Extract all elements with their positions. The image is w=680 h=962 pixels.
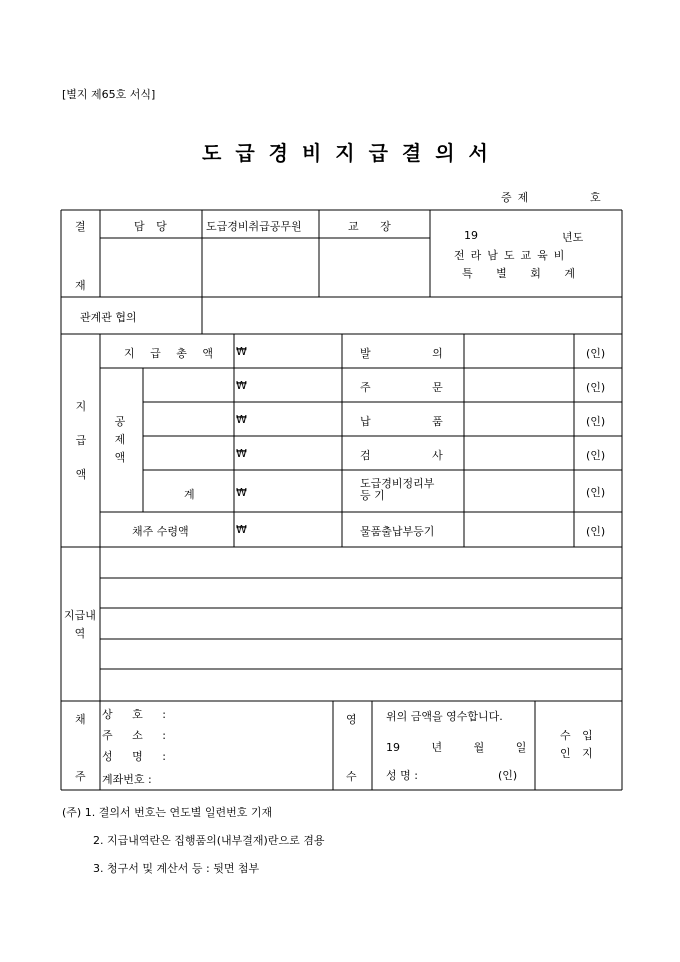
approval-side-label-top: 결 (75, 220, 86, 233)
document-number-suffix: 호 (590, 191, 601, 204)
details-line-5[interactable] (101, 670, 621, 700)
account-name-line2: 특 별 회 계 (462, 267, 575, 280)
creditor-field-name[interactable]: 성 명 : (102, 750, 166, 763)
receipt-side-label-top: 영 (346, 713, 357, 726)
receipt-name[interactable]: 성 명 : (386, 769, 418, 782)
form-reference: [별지 제65호 서식] (62, 88, 156, 101)
page-title: 도급경비지급결의서 (202, 141, 502, 165)
step-inspection: 검 사 (360, 449, 443, 462)
seal-ledger-entry[interactable]: (인) (586, 486, 606, 499)
creditor-field-address[interactable]: 주 소 : (102, 729, 166, 742)
details-line-2[interactable] (101, 579, 621, 607)
document-number-label: 증제 (501, 191, 535, 204)
approval-col-officer: 도급경비취급공무원 (206, 220, 302, 233)
deduction-1-won[interactable]: ₩ (236, 379, 247, 392)
revenue-stamp-label: 수 입 인 지 (560, 729, 593, 760)
receipt-date[interactable]: 19 년 월 일 (386, 741, 527, 754)
deduction-label-1: 공 (114, 415, 126, 428)
approval-signature-cell[interactable] (101, 239, 201, 296)
creditor-field-account[interactable]: 계좌번호 : (102, 773, 152, 786)
deduction-subtotal-label: 계 (184, 488, 195, 501)
deduction-label-3: 액 (114, 451, 126, 464)
seal-inspection[interactable]: (인) (586, 449, 606, 462)
deduction-3-won[interactable]: ₩ (236, 447, 247, 460)
step-delivery: 납 품 (360, 415, 443, 428)
note-3: 3. 청구서 및 계산서 등 : 뒷면 첨부 (93, 862, 260, 875)
total-amount-won[interactable]: ₩ (236, 345, 247, 358)
fiscal-year-suffix: 년도 (562, 231, 584, 244)
step-goods-ledger: 물품출납부등기 (360, 525, 435, 538)
step-ledger-entry: 도급경비정리부 등 기 (360, 477, 435, 502)
net-amount-won[interactable]: ₩ (236, 523, 247, 536)
details-line-4[interactable] (101, 640, 621, 668)
approval-col-staff: 담 당 (134, 220, 171, 233)
consultation-field[interactable] (203, 298, 621, 333)
seal-delivery[interactable]: (인) (586, 415, 606, 428)
fiscal-year-prefix: 19 (464, 229, 478, 242)
approval-side-label-bottom: 재 (75, 279, 86, 292)
deduction-2-won[interactable]: ₩ (236, 413, 247, 426)
deduction-subtotal-won[interactable]: ₩ (236, 486, 247, 499)
receipt-seal[interactable]: (인) (498, 769, 518, 782)
approval-col-principal: 교 장 (348, 220, 391, 233)
seal-order[interactable]: (인) (586, 381, 606, 394)
receipt-side-label-bottom: 수 (346, 770, 357, 783)
officer-signature-cell[interactable] (203, 239, 318, 296)
details-line-1[interactable] (101, 548, 621, 577)
seal-goods-ledger[interactable]: (인) (586, 525, 606, 538)
creditor-field-company[interactable]: 상 호 : (102, 708, 166, 721)
details-label: 지급내역 (64, 609, 96, 640)
deduction-label-2: 제 (114, 433, 126, 446)
total-payment-label: 지 급 총 액 (124, 347, 219, 360)
payment-side-label-1: 지 (75, 400, 87, 413)
note-2: 2. 지급내역란은 집행품의(내부결재)란으로 겸용 (93, 834, 325, 847)
seal-proposal[interactable]: (인) (586, 347, 606, 360)
net-amount-label: 채주 수령액 (132, 525, 189, 538)
note-1: (주) 1. 결의서 번호는 연도별 일련번호 기재 (62, 806, 273, 819)
creditor-side-label-top: 채 (75, 713, 86, 726)
step-proposal: 발 의 (360, 347, 443, 360)
receipt-statement: 위의 금액을 영수합니다. (386, 710, 503, 723)
payment-side-label-2: 급 (75, 434, 87, 447)
creditor-side-label-bottom: 주 (75, 770, 86, 783)
consultation-label: 관계관 협의 (80, 311, 137, 324)
principal-signature-cell[interactable] (320, 239, 429, 296)
details-line-3[interactable] (101, 609, 621, 638)
step-order: 주 문 (360, 381, 443, 394)
payment-side-label-3: 액 (75, 468, 87, 481)
account-name-line1: 전라남도교육비 (454, 249, 571, 262)
